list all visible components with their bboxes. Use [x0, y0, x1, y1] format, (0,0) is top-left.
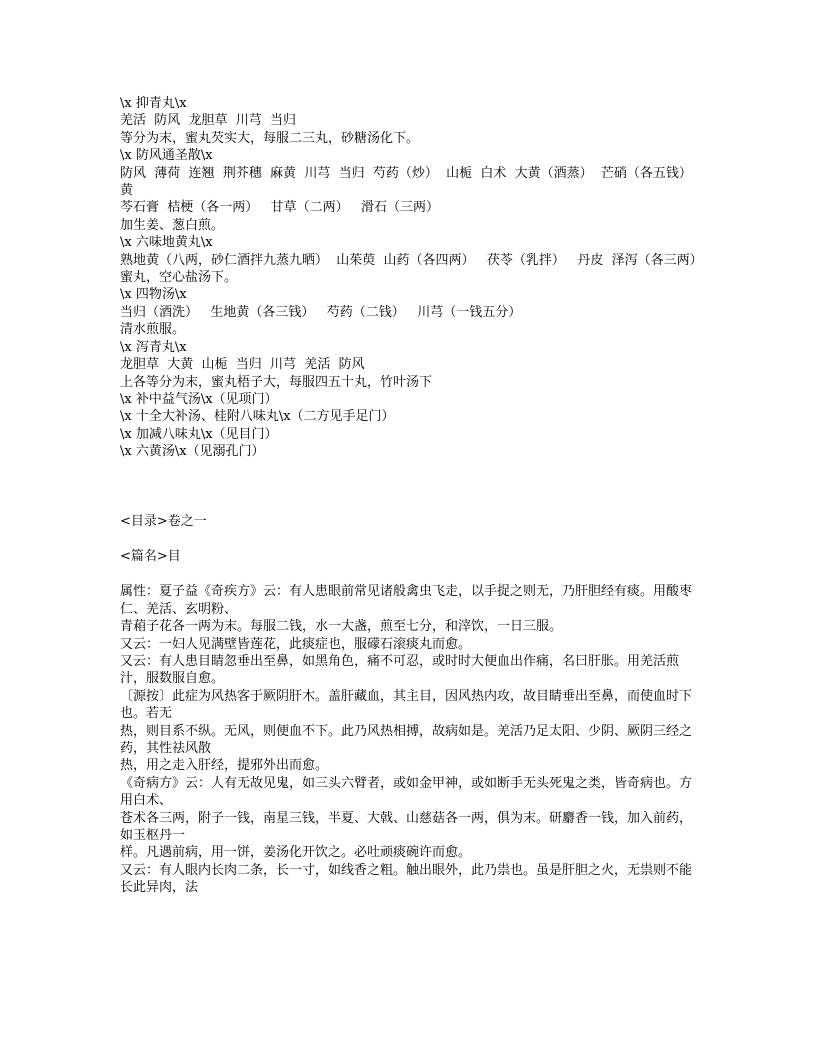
text-line: 熟地黄（八两，砂仁酒拌九蒸九晒） 山茱萸 山药（各四两） 茯苓（乳拌） 丹皮 泽泻（各三两）	[120, 252, 703, 268]
body-section	[120, 583, 700, 896]
text-line: 〔源按〕此症为风热客于厥阴肝木。盖肝藏血，其主目，因风热内攻，故目睛垂出至鼻，而使血时下也。若无	[120, 688, 693, 722]
text-line: 热，用之走入肝经，提邪外出而愈。	[120, 758, 329, 774]
text-line: 苍术各三两，附子一钱，南星三钱，半夏、大戟、山慈菇各一两，俱为末。研麝香一钱，加入前药，如玉枢丹一	[120, 810, 693, 844]
text-line: 上各等分为末，蜜丸梧子大，每服四五十丸，竹叶汤下	[120, 374, 433, 390]
text-line: \x 补中益气汤\x（见项门）	[120, 391, 278, 407]
prescription-section	[120, 95, 703, 461]
text-line: 龙胆草 大黄 山栀 当归 川芎 羌活 防风	[120, 357, 365, 373]
text-line: \x 六黄汤\x（见溺孔门）	[120, 444, 265, 460]
text-line: 属性：夏子益《奇疾方》云：有人患眼前常见诸般禽虫飞走，以手捉之则无，乃肝胆经有痰。用酸枣仁、羌活、玄明粉、	[120, 584, 693, 617]
text-line: \x 十全大补汤、桂附八味丸\x（二方见手足门）	[120, 409, 395, 425]
text-line: 当归（酒洗） 生地黄（各三钱） 芍药（二钱） 川芎（一钱五分）	[120, 304, 522, 320]
text-line: 防风 薄荷 连翘 荆芥穗 麻黄 川芎 当归 芍药（炒） 山栀 白术 大黄（酒蒸） 芒硝（各五钱） 黄	[120, 165, 701, 199]
text-line: \x 加减八味丸\x（见目门）	[120, 426, 278, 442]
text-line: \x 防风通圣散\x	[120, 148, 213, 164]
text-line: 热，则目系不纵。无风，则便血不下。此乃风热相搏，故病如是。羌活乃足太阳、少阴、厥阴三经之药，其性祛风散	[120, 723, 693, 756]
text-line: 等分为末，蜜丸芡实大，每服二三丸，砂糖汤化下。	[120, 130, 420, 146]
catalog-heading: <目录>卷之一	[120, 513, 207, 529]
text-line: 青葙子花各一两为末。每服二钱，水一大盏，煎至七分，和滓饮，一日三服。	[120, 619, 563, 635]
text-line: 样。凡遇前病，用一饼，姜汤化开饮之。必吐顽痰碗许而愈。	[120, 845, 472, 861]
text-line: \x 泻青丸\x	[120, 339, 187, 355]
document-page	[120, 95, 703, 897]
chapter-heading: <篇名>目	[120, 548, 181, 564]
text-line: 芩石膏 桔梗（各一两） 甘草（二两） 滑石（三两）	[120, 200, 440, 216]
text-line: \x 六味地黄丸\x	[120, 235, 213, 251]
text-line: 清水煎服。	[120, 322, 186, 338]
text-line: \x 四物汤\x	[120, 287, 187, 303]
text-line: 蜜丸，空心盐汤下。	[120, 270, 238, 286]
text-line: 羌活 防风 龙胆草 川芎 当归	[120, 113, 297, 129]
text-line: 《奇病方》云：人有无故见鬼，如三头六臂者，或如金甲神，或如断手无头死鬼之类，皆奇病也。方用白术、	[120, 775, 693, 809]
text-line: 又云：有人眼内长肉二条，长一寸，如线香之粗。触出眼外，此乃祟也。虽是肝胆之火，无祟则不能长此异肉，法	[120, 862, 693, 896]
text-line: 又云：有人患目睛忽垂出至鼻，如黑角色，痛不可忍，或时时大便血出作痛，名曰肝胀。用羌活煎汁，服数服自愈。	[120, 653, 680, 687]
text-line: \x 抑青丸\x	[120, 96, 187, 111]
text-line: 又云：一妇人见满壁皆莲花，此痰症也，服礞石滚痰丸而愈。	[120, 636, 472, 652]
text-line: 加生姜、葱白煎。	[120, 217, 225, 233]
